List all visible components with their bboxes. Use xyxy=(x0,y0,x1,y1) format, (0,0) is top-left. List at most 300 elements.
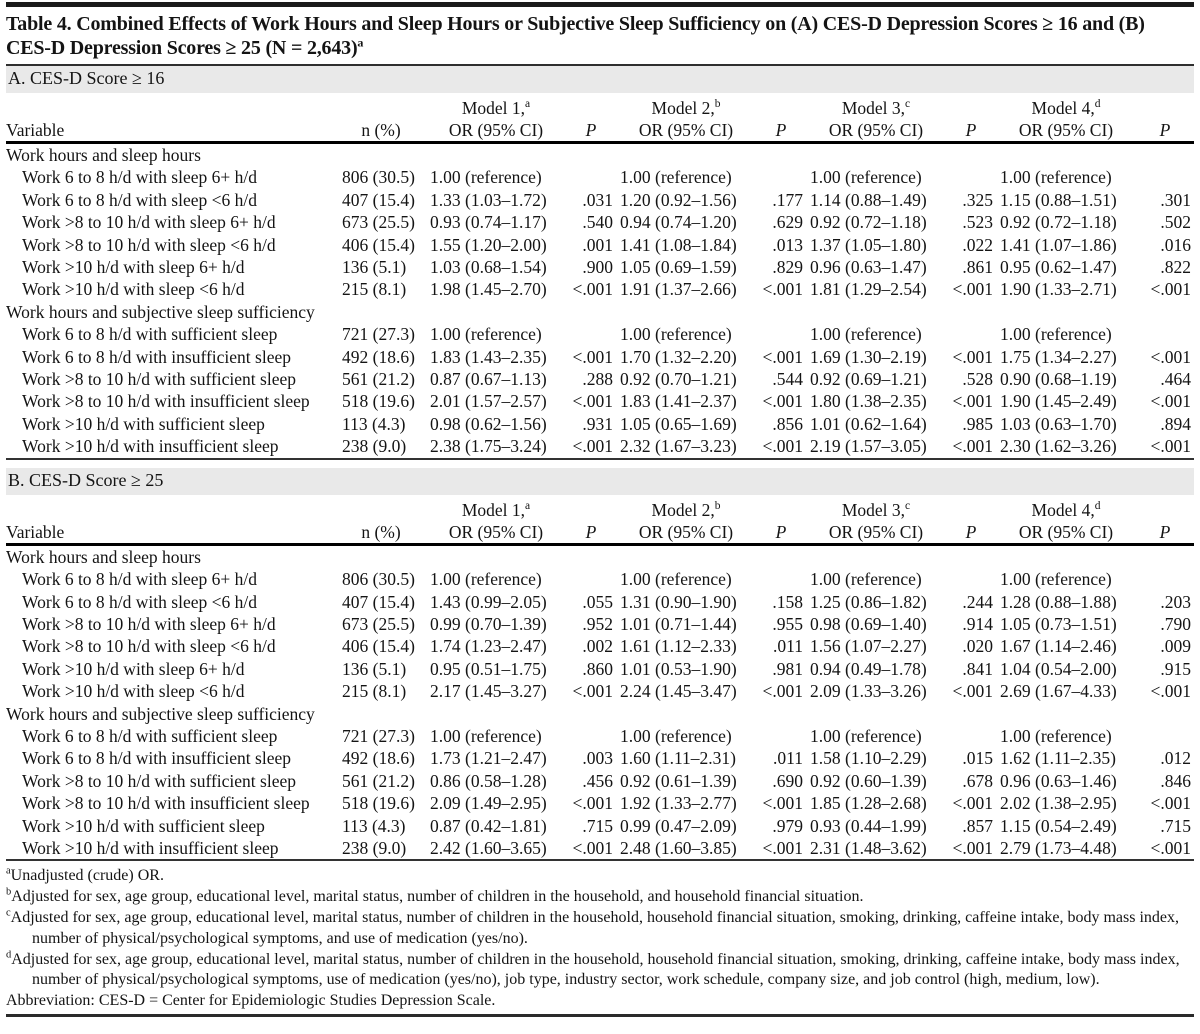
cell-variable: Work >8 to 10 h/d with sufficient sleep xyxy=(22,369,297,390)
cell-p: .325 xyxy=(962,189,993,210)
cell-p: .456 xyxy=(582,770,613,791)
model-header: Model 3,$^c$ xyxy=(841,499,911,520)
cell-p xyxy=(1136,166,1194,188)
cell-or: 1.05 (0.65–1.69) xyxy=(620,413,737,434)
cell-n: 407 (15.4) xyxy=(342,591,415,612)
cell-n: 407 (15.4) xyxy=(342,189,415,210)
cell-p: .914 xyxy=(962,613,993,634)
table-row xyxy=(6,390,1194,412)
cell-variable: Work >10 h/d with sleep 6+ h/d xyxy=(22,257,245,278)
cell-or: 2.48 (1.60–3.85) xyxy=(620,837,737,858)
section-header: A. CES-D Score ≥ 16 xyxy=(6,64,1194,93)
cell-or: 1.85 (1.28–2.68) xyxy=(810,793,927,814)
cell-variable: Work >8 to 10 h/d with insufficient sleep xyxy=(22,391,310,412)
cell-p: .009 xyxy=(1160,636,1191,657)
cell-or: 0.92 (0.72–1.18) xyxy=(1000,212,1117,233)
cell-p: .915 xyxy=(1160,658,1191,679)
footnote-marker: a xyxy=(6,866,11,878)
cell-or: 2.17 (1.45–3.27) xyxy=(430,681,547,702)
column-header-spacer xyxy=(6,495,336,521)
table-title xyxy=(6,7,1194,64)
model-header-row xyxy=(6,93,1194,119)
cell-p: .523 xyxy=(962,212,993,233)
column-header-row xyxy=(6,521,1194,545)
table-row xyxy=(6,211,1194,233)
cell-variable: Work >10 h/d with sufficient sleep xyxy=(22,413,265,434)
cell-or: 1.75 (1.34–2.27) xyxy=(1000,346,1117,367)
cell-or: 2.69 (1.67–4.33) xyxy=(1000,681,1117,702)
cell-variable: Work >8 to 10 h/d with sleep 6+ h/d xyxy=(22,613,276,634)
cell-p: .860 xyxy=(582,658,613,679)
cell-p: .177 xyxy=(772,189,803,210)
group-label: Work hours and subjective sleep sufficiency xyxy=(6,301,315,322)
cell-n: 113 (4.3) xyxy=(342,815,406,836)
model-footnote-marker: d xyxy=(1094,98,1101,111)
column-header-spacer xyxy=(566,93,616,119)
cell-variable: Work >10 h/d with sufficient sleep xyxy=(22,815,265,836)
cell-p xyxy=(756,568,806,590)
cell-variable: Work 6 to 8 h/d with sufficient sleep xyxy=(22,324,278,345)
table-row xyxy=(6,725,1194,747)
cell-n: 561 (21.2) xyxy=(342,770,415,791)
table-row xyxy=(6,278,1194,300)
cell-p: .952 xyxy=(582,613,613,634)
cell-or: 2.09 (1.49–2.95) xyxy=(430,793,547,814)
cell-variable: Work 6 to 8 h/d with sleep 6+ h/d xyxy=(22,167,257,188)
cell-or: 0.94 (0.49–1.78) xyxy=(810,658,927,679)
cell-p: <.001 xyxy=(1150,391,1191,412)
cell-n: 806 (30.5) xyxy=(342,569,415,590)
cell-p: <.001 xyxy=(952,346,993,367)
cell-or: 1.00 (reference) xyxy=(620,324,732,345)
column-header-or: OR (95% CI) xyxy=(638,521,734,542)
cell-variable: Work 6 to 8 h/d with insufficient sleep xyxy=(22,346,291,367)
cell-p xyxy=(946,568,996,590)
column-header-p: P xyxy=(1159,120,1171,140)
cell-p: .301 xyxy=(1160,189,1191,210)
cell-n: 238 (9.0) xyxy=(342,436,407,457)
footnote-marker: b xyxy=(6,886,12,898)
cell-or: 1.58 (1.10–2.29) xyxy=(810,748,927,769)
cell-or: 0.99 (0.70–1.39) xyxy=(430,613,547,634)
table-row xyxy=(6,747,1194,769)
cell-or: 1.00 (reference) xyxy=(810,167,922,188)
cell-variable: Work >8 to 10 h/d with sleep 6+ h/d xyxy=(22,212,276,233)
cell-p: .016 xyxy=(1160,234,1191,255)
cell-or: 1.15 (0.54–2.49) xyxy=(1000,815,1117,836)
column-header-p: P xyxy=(965,120,977,140)
table-sections xyxy=(6,64,1194,861)
model-header: Model 4,$^d$ xyxy=(1031,98,1101,118)
cell-or: 1.74 (1.23–2.47) xyxy=(430,636,547,657)
cell-n: 721 (27.3) xyxy=(342,725,415,746)
cell-variable: Work 6 to 8 h/d with sufficient sleep xyxy=(22,725,278,746)
cell-or: 2.32 (1.67–3.23) xyxy=(620,436,737,457)
cell-p: .203 xyxy=(1160,591,1191,612)
group-header-row xyxy=(6,143,1194,167)
column-header-p: P xyxy=(585,521,597,542)
cell-p: .981 xyxy=(772,658,803,679)
cell-variable: Work 6 to 8 h/d with insufficient sleep xyxy=(22,748,291,769)
cell-p: .894 xyxy=(1160,413,1191,434)
model-footnote-marker: b xyxy=(714,98,721,111)
abbreviation-note: Abbreviation: CES-D = Center for Epidemiologic Studies Depression Scale. xyxy=(6,992,496,1010)
cell-p: .841 xyxy=(962,658,993,679)
cell-or: 0.87 (0.42–1.81) xyxy=(430,815,547,836)
cell-p: .857 xyxy=(962,815,993,836)
cell-p: .502 xyxy=(1160,212,1191,233)
table-title-footnote-marker: a xyxy=(357,35,364,50)
cell-p: <.001 xyxy=(572,793,613,814)
cell-p: .856 xyxy=(772,413,803,434)
cell-or: 0.90 (0.68–1.19) xyxy=(1000,369,1117,390)
cell-p: .822 xyxy=(1160,257,1191,278)
cell-or: 0.98 (0.69–1.40) xyxy=(810,613,927,634)
column-header-p: P xyxy=(775,521,787,542)
cell-p: <.001 xyxy=(572,436,613,457)
model-footnote-marker: a xyxy=(525,499,531,512)
cell-p: .002 xyxy=(582,636,613,657)
cell-or: 1.31 (0.90–1.90) xyxy=(620,591,737,612)
cell-p: .011 xyxy=(773,636,803,657)
model-footnote-marker: c xyxy=(905,98,911,111)
cell-p: .829 xyxy=(772,257,803,278)
cell-p: .001 xyxy=(582,234,613,255)
cell-p: .540 xyxy=(582,212,613,233)
cell-or: 1.91 (1.37–2.66) xyxy=(620,279,737,300)
cell-variable: Work >10 h/d with sleep 6+ h/d xyxy=(22,658,245,679)
cell-n: 215 (8.1) xyxy=(342,681,407,702)
cell-p: <.001 xyxy=(952,436,993,457)
cell-or: 2.38 (1.75–3.24) xyxy=(430,436,547,457)
column-header-or: OR (95% CI) xyxy=(828,521,924,542)
cell-p: <.001 xyxy=(952,279,993,300)
cell-p: <.001 xyxy=(572,391,613,412)
cell-or: 2.09 (1.33–3.26) xyxy=(810,681,927,702)
cell-variable: Work >8 to 10 h/d with sleep <6 h/d xyxy=(22,636,276,657)
footnote: $^c$Adjusted for sex, age group, educational level, marital status, number of children in the household, household financial situation, smoking, drinking, caffeine intake, body mass index, number of physical/psychological symptoms, and use of medication (yes/no). xyxy=(6,907,1179,947)
cell-p: .011 xyxy=(773,748,803,769)
cell-or: 1.43 (0.99–2.05) xyxy=(430,591,547,612)
footnote-marker: d xyxy=(6,949,12,961)
cell-p: <.001 xyxy=(572,346,613,367)
cell-or: 0.96 (0.63–1.47) xyxy=(810,257,927,278)
cell-p: <.001 xyxy=(1150,436,1191,457)
cell-p xyxy=(946,166,996,188)
cell-variable: Work >10 h/d with sleep <6 h/d xyxy=(22,681,245,702)
cell-p: <.001 xyxy=(762,279,803,300)
cell-p xyxy=(756,166,806,188)
cell-p: .158 xyxy=(772,591,803,612)
column-header-spacer xyxy=(336,495,426,521)
table-row xyxy=(6,166,1194,188)
group-header-row xyxy=(6,703,1194,725)
cell-p xyxy=(566,725,616,747)
cell-or: 1.28 (0.88–1.88) xyxy=(1000,591,1117,612)
column-header-spacer xyxy=(946,93,996,119)
footnote: $^b$Adjusted for sex, age group, educational level, marital status, number of children in the household, and household financial situation. xyxy=(6,886,864,906)
group-header-row xyxy=(6,301,1194,323)
cell-or: 1.90 (1.33–2.71) xyxy=(1000,279,1117,300)
table-row xyxy=(6,346,1194,368)
cell-p: .985 xyxy=(962,413,993,434)
group-label: Work hours and sleep hours xyxy=(6,546,201,567)
cell-n: 518 (19.6) xyxy=(342,391,415,412)
cell-p: .013 xyxy=(772,234,803,255)
results-table xyxy=(6,93,1194,460)
model-footnote-marker: b xyxy=(714,499,721,512)
column-header-n: n (%) xyxy=(361,120,401,140)
cell-or: 0.86 (0.58–1.28) xyxy=(430,770,547,791)
cell-n: 673 (25.5) xyxy=(342,212,415,233)
cell-p xyxy=(1136,725,1194,747)
cell-or: 1.05 (0.69–1.59) xyxy=(620,257,737,278)
column-header-spacer xyxy=(946,495,996,521)
table-row xyxy=(6,770,1194,792)
cell-p: .015 xyxy=(962,748,993,769)
cell-p: <.001 xyxy=(1150,346,1191,367)
table-row xyxy=(6,613,1194,635)
cell-p xyxy=(566,166,616,188)
table-row xyxy=(6,815,1194,837)
table-row xyxy=(6,591,1194,613)
cell-n: 721 (27.3) xyxy=(342,324,415,345)
cell-p: .790 xyxy=(1160,613,1191,634)
cell-or: 1.00 (reference) xyxy=(620,569,732,590)
cell-or: 1.62 (1.11–2.35) xyxy=(1000,748,1117,769)
cell-n: 492 (18.6) xyxy=(342,748,415,769)
cell-p: <.001 xyxy=(952,681,993,702)
cell-p: .955 xyxy=(772,613,803,634)
cell-or: 2.30 (1.62–3.26) xyxy=(1000,436,1117,457)
cell-or: 1.01 (0.71–1.44) xyxy=(620,613,737,634)
cell-or: 0.95 (0.62–1.47) xyxy=(1000,257,1117,278)
cell-or: 1.14 (0.88–1.49) xyxy=(810,189,927,210)
column-header-spacer xyxy=(1136,495,1194,521)
group-header-row xyxy=(6,544,1194,568)
cell-or: 1.00 (reference) xyxy=(620,167,732,188)
cell-or: 0.92 (0.72–1.18) xyxy=(810,212,927,233)
cell-p xyxy=(946,323,996,345)
footnote: $^d$Adjusted for sex, age group, educational level, marital status, number of children in the household, household financial situation, smoking, drinking, caffeine intake, body mass index, number of physical/psychological symptoms, use of medication (yes/no), job type, industry sector, work schedule, company size, and job control (high, medium, low). xyxy=(6,949,1180,989)
cell-variable: Work 6 to 8 h/d with sleep 6+ h/d xyxy=(22,569,257,590)
cell-variable: Work 6 to 8 h/d with sleep <6 h/d xyxy=(22,189,257,210)
results-table xyxy=(6,495,1194,862)
group-label: Work hours and subjective sleep sufficiency xyxy=(6,703,315,724)
cell-or: 0.87 (0.67–1.13) xyxy=(430,369,547,390)
cell-p: .031 xyxy=(582,189,613,210)
column-header-spacer xyxy=(1136,93,1194,119)
cell-n: 136 (5.1) xyxy=(342,658,407,679)
cell-or: 1.73 (1.21–2.47) xyxy=(430,748,547,769)
cell-or: 1.00 (reference) xyxy=(430,569,542,590)
model-footnote-marker: c xyxy=(905,499,911,512)
cell-p: .012 xyxy=(1160,748,1191,769)
cell-p xyxy=(1136,323,1194,345)
cell-or: 0.92 (0.61–1.39) xyxy=(620,770,737,791)
cell-p: <.001 xyxy=(762,793,803,814)
cell-or: 0.96 (0.63–1.46) xyxy=(1000,770,1117,791)
cell-or: 1.00 (reference) xyxy=(810,725,922,746)
footnote: $^a$Unadjusted (crude) OR. xyxy=(6,866,164,885)
model-header: Model 1,$^a$ xyxy=(461,499,531,520)
cell-or: 0.94 (0.74–1.20) xyxy=(620,212,737,233)
column-header-spacer xyxy=(566,495,616,521)
cell-or: 2.42 (1.60–3.65) xyxy=(430,837,547,858)
cell-p xyxy=(756,323,806,345)
cell-or: 1.05 (0.73–1.51) xyxy=(1000,613,1117,634)
cell-or: 1.83 (1.41–2.37) xyxy=(620,391,737,412)
cell-n: 806 (30.5) xyxy=(342,167,415,188)
column-header-row xyxy=(6,119,1194,143)
cell-n: 215 (8.1) xyxy=(342,279,407,300)
column-header-p: P xyxy=(775,120,787,140)
column-header-variable: Variable xyxy=(6,521,65,542)
table-title-text: Table 4. Combined Effects of Work Hours and Sleep Hours or Subjective Sleep Sufficiency on (A) CES-D Depression Scores ≥ 16 and (B) CES-D Depression Scores ≥ 25 (N = 2,643) xyxy=(6,13,1145,59)
cell-or: 1.01 (0.53–1.90) xyxy=(620,658,737,679)
column-header-variable: Variable xyxy=(6,120,65,140)
cell-p: <.001 xyxy=(952,837,993,858)
cell-p: .244 xyxy=(962,591,993,612)
model-footnote-marker: d xyxy=(1094,499,1101,512)
section-header: B. CES-D Score ≥ 25 xyxy=(6,468,1194,495)
cell-n: 238 (9.0) xyxy=(342,837,407,858)
cell-p: .861 xyxy=(962,257,993,278)
cell-or: 2.01 (1.57–2.57) xyxy=(430,391,547,412)
cell-p: .022 xyxy=(962,234,993,255)
cell-p: <.001 xyxy=(762,837,803,858)
cell-p: <.001 xyxy=(952,793,993,814)
column-header-or: OR (95% CI) xyxy=(828,120,924,140)
table-row xyxy=(6,658,1194,680)
cell-or: 0.93 (0.44–1.99) xyxy=(810,815,927,836)
cell-p: <.001 xyxy=(1150,793,1191,814)
cell-n: 136 (5.1) xyxy=(342,257,407,278)
cell-n: 113 (4.3) xyxy=(342,413,406,434)
cell-p: <.001 xyxy=(572,681,613,702)
cell-or: 1.67 (1.14–2.46) xyxy=(1000,636,1117,657)
cell-variable: Work >8 to 10 h/d with sleep <6 h/d xyxy=(22,234,276,255)
cell-p: .055 xyxy=(582,591,613,612)
table-row xyxy=(6,635,1194,657)
cell-or: 1.20 (0.92–1.56) xyxy=(620,189,737,210)
cell-or: 1.03 (0.63–1.70) xyxy=(1000,413,1117,434)
cell-variable: Work >8 to 10 h/d with insufficient sleep xyxy=(22,793,310,814)
cell-variable: Work >10 h/d with sleep <6 h/d xyxy=(22,279,245,300)
cell-or: 2.02 (1.38–2.95) xyxy=(1000,793,1117,814)
cell-or: 1.56 (1.07–2.27) xyxy=(810,636,927,657)
cell-or: 1.60 (1.11–2.31) xyxy=(620,748,737,769)
cell-n: 518 (19.6) xyxy=(342,793,415,814)
table-row xyxy=(6,189,1194,211)
cell-p: .629 xyxy=(772,212,803,233)
cell-or: 1.01 (0.62–1.64) xyxy=(810,413,927,434)
cell-or: 1.83 (1.43–2.35) xyxy=(430,346,547,367)
column-header-p: P xyxy=(585,120,597,140)
table-row xyxy=(6,792,1194,814)
table-row xyxy=(6,234,1194,256)
cell-or: 1.00 (reference) xyxy=(430,725,542,746)
cell-or: 1.80 (1.38–2.35) xyxy=(810,391,927,412)
cell-or: 2.19 (1.57–3.05) xyxy=(810,436,927,457)
cell-p: <.001 xyxy=(762,391,803,412)
cell-n: 561 (21.2) xyxy=(342,369,415,390)
cell-or: 1.03 (0.68–1.54) xyxy=(430,257,547,278)
table-row xyxy=(6,435,1194,458)
cell-or: 1.25 (0.86–1.82) xyxy=(810,591,927,612)
table-row xyxy=(6,568,1194,590)
cell-or: 1.41 (1.08–1.84) xyxy=(620,234,737,255)
model-footnote-marker: a xyxy=(525,98,531,111)
cell-p: .690 xyxy=(772,770,803,791)
cell-p: .464 xyxy=(1160,369,1191,390)
table-row xyxy=(6,413,1194,435)
cell-or: 1.61 (1.12–2.33) xyxy=(620,636,737,657)
cell-or: 1.00 (reference) xyxy=(810,569,922,590)
cell-p: .003 xyxy=(582,748,613,769)
cell-variable: Work >10 h/d with insufficient sleep xyxy=(22,436,279,457)
cell-or: 2.79 (1.73–4.48) xyxy=(1000,837,1117,858)
cell-n: 673 (25.5) xyxy=(342,613,415,634)
cell-p: .544 xyxy=(772,369,803,390)
cell-p: <.001 xyxy=(762,681,803,702)
cell-p: <.001 xyxy=(572,837,613,858)
cell-variable: Work 6 to 8 h/d with sleep <6 h/d xyxy=(22,591,257,612)
column-header-spacer xyxy=(336,93,426,119)
cell-or: 1.00 (reference) xyxy=(430,324,542,345)
cell-or: 0.93 (0.74–1.17) xyxy=(430,212,547,233)
cell-p: <.001 xyxy=(572,279,613,300)
column-header-or: OR (95% CI) xyxy=(448,521,544,542)
cell-p: .846 xyxy=(1160,770,1191,791)
cell-p: .900 xyxy=(582,257,613,278)
cell-or: 1.81 (1.29–2.54) xyxy=(810,279,927,300)
model-header: Model 3,$^c$ xyxy=(841,98,911,118)
cell-or: 1.98 (1.45–2.70) xyxy=(430,279,547,300)
column-header-or: OR (95% CI) xyxy=(1018,521,1114,542)
footnotes xyxy=(6,861,1194,1012)
cell-or: 1.00 (reference) xyxy=(1000,569,1112,590)
group-label: Work hours and sleep hours xyxy=(6,145,201,165)
cell-variable: Work >10 h/d with insufficient sleep xyxy=(22,837,279,858)
cell-or: 2.24 (1.45–3.47) xyxy=(620,681,737,702)
model-header: Model 2,$^b$ xyxy=(651,98,721,118)
cell-p: .020 xyxy=(962,636,993,657)
cell-or: 1.00 (reference) xyxy=(810,324,922,345)
cell-p: <.001 xyxy=(1150,681,1191,702)
cell-or: 1.69 (1.30–2.19) xyxy=(810,346,927,367)
cell-p: .678 xyxy=(962,770,993,791)
table-row xyxy=(6,837,1194,860)
model-header-row xyxy=(6,495,1194,521)
cell-p: <.001 xyxy=(952,391,993,412)
column-header-or: OR (95% CI) xyxy=(638,120,734,140)
cell-variable: Work >8 to 10 h/d with sufficient sleep xyxy=(22,770,297,791)
table-row xyxy=(6,680,1194,702)
cell-or: 1.70 (1.32–2.20) xyxy=(620,346,737,367)
cell-or: 0.98 (0.62–1.56) xyxy=(430,413,547,434)
cell-p: .715 xyxy=(1160,815,1191,836)
cell-p xyxy=(1136,568,1194,590)
cell-or: 0.92 (0.70–1.21) xyxy=(620,369,737,390)
cell-or: 0.92 (0.69–1.21) xyxy=(810,369,927,390)
cell-p: <.001 xyxy=(762,436,803,457)
cell-or: 1.04 (0.54–2.00) xyxy=(1000,658,1117,679)
cell-or: 1.00 (reference) xyxy=(620,725,732,746)
cell-p xyxy=(566,568,616,590)
column-header-p: P xyxy=(965,521,977,542)
column-header-n: n (%) xyxy=(361,521,401,542)
